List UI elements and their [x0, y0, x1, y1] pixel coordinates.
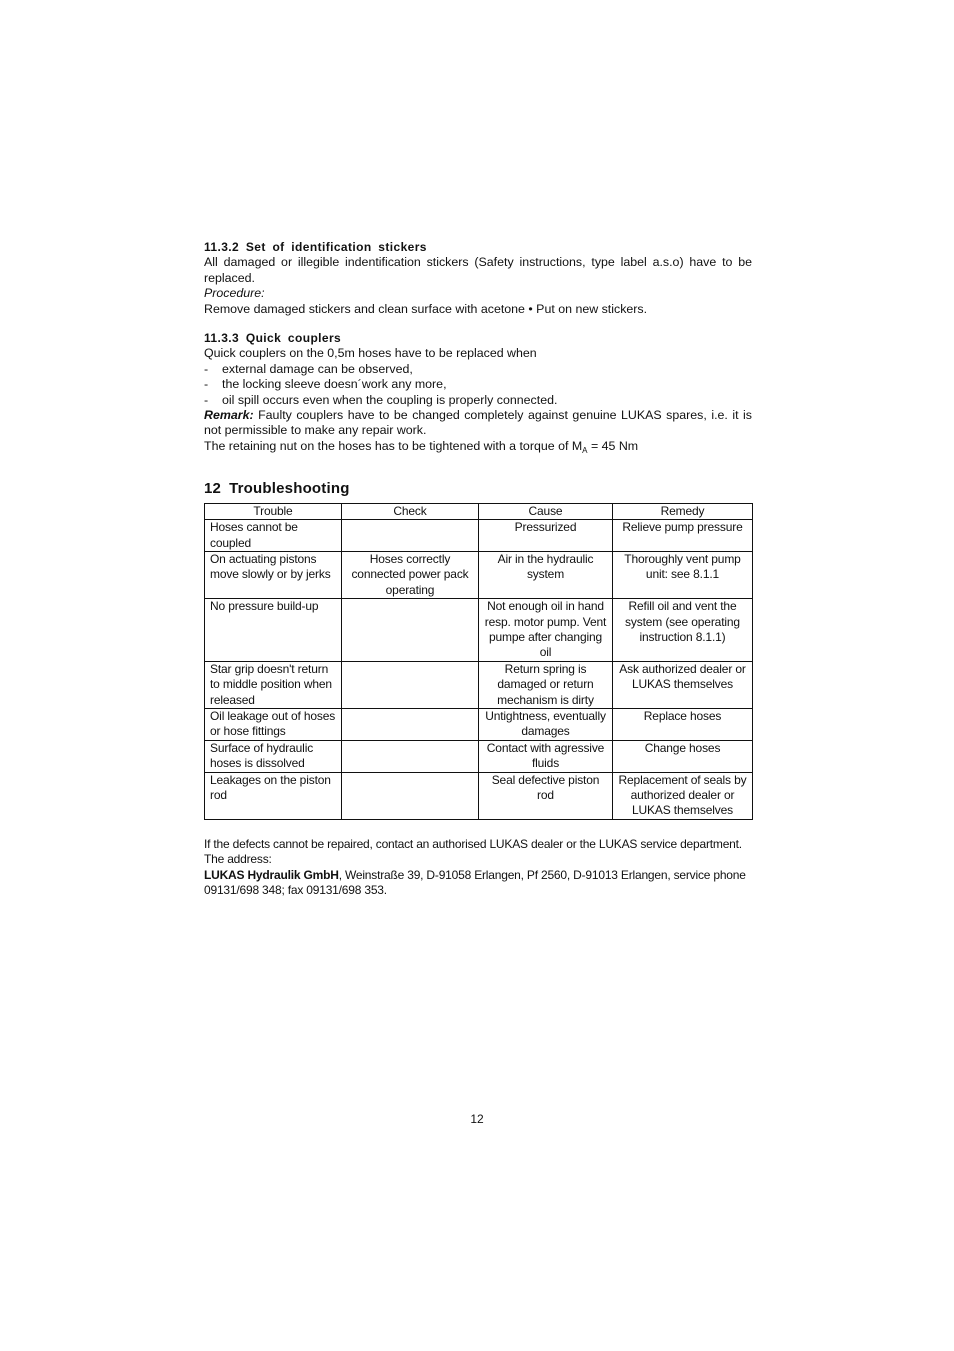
cell-remedy: Replacement of seals by authorized dealer or LUKAS themselves	[613, 772, 753, 819]
cell-remedy: Change hoses	[613, 740, 753, 772]
cell-remedy: Refill oil and vent the system (see operating instruction 8.1.1)	[613, 599, 753, 662]
section-11-3-3	[204, 331, 752, 454]
table-row	[205, 520, 753, 552]
section-12-heading: 12 Troubleshooting	[204, 480, 350, 498]
page-number: 12	[470, 1112, 484, 1126]
table-header-row	[205, 503, 753, 519]
section-11-3-2	[204, 240, 752, 317]
section-heading: 11.3.3 Quick couplers	[204, 331, 342, 346]
table-row	[205, 661, 753, 708]
column-header-cause: Cause	[479, 503, 613, 519]
table-row	[205, 740, 753, 772]
cell-remedy: Thoroughly vent pump unit: see 8.1.1	[613, 551, 753, 598]
list-item: - the locking sleeve doesn´work any more,	[204, 377, 752, 392]
list-item: - external damage can be observed,	[204, 362, 752, 377]
cell-trouble: Surface of hydraulic hoses is dissolved	[205, 740, 342, 772]
condition-list	[204, 362, 752, 408]
torque-note: The retaining nut on the hoses has to be tightened with a torque of $M_A = 45$ Nm	[204, 438, 639, 455]
company-name: LUKAS Hydraulik GmbH	[204, 867, 339, 882]
contact-address	[204, 868, 752, 899]
cell-cause: Pressurized	[479, 520, 613, 552]
procedure-label: Procedure:	[204, 286, 265, 301]
list-item: - oil spill occurs even when the coupling is properly connected.	[204, 393, 752, 408]
cell-cause: Contact with agressive fluids	[479, 740, 613, 772]
remark-text: Faulty couplers have to be changed completely against genuine LUKAS spares, i.e. it is not permissible to make any repair work.	[204, 408, 752, 438]
page-content	[204, 240, 752, 898]
cell-trouble: Oil leakage out of hoses or hose fittings	[205, 708, 342, 740]
remark	[204, 408, 752, 439]
cell-trouble: Leakages on the piston rod	[205, 772, 342, 819]
cell-cause: Seal defective piston rod	[479, 772, 613, 819]
cell-cause: Air in the hydraulic system	[479, 551, 613, 598]
cell-check	[342, 599, 479, 662]
procedure-text: Remove damaged stickers and clean surface with acetone • Put on new stickers.	[204, 301, 648, 316]
address-text: , Weinstraße 39, D-91058 Erlangen, Pf 2560, D-91013 Erlangen, service phone 09131/698 348; fax 09131/698 353.	[204, 867, 746, 898]
table-row	[205, 551, 753, 598]
cell-trouble: Hoses cannot be coupled	[205, 520, 342, 552]
cell-check: Hoses correctly connected power pack operating	[342, 551, 479, 598]
contact-note	[204, 837, 752, 899]
table-row	[205, 772, 753, 819]
cell-check	[342, 661, 479, 708]
cell-check	[342, 520, 479, 552]
cell-check	[342, 740, 479, 772]
paragraph: Quick couplers on the 0,5m hoses have to be replaced when	[204, 346, 537, 361]
cell-cause: Return spring is damaged or return mechanism is dirty	[479, 661, 613, 708]
cell-trouble: No pressure build-up	[205, 599, 342, 662]
cell-cause: Not enough oil in hand resp. motor pump. Vent pumpe after changing oil	[479, 599, 613, 662]
table-row	[205, 599, 753, 662]
cell-remedy: Relieve pump pressure	[613, 520, 753, 552]
table-row	[205, 708, 753, 740]
cell-check	[342, 772, 479, 819]
contact-text: If the defects cannot be repaired, contact an authorised LUKAS dealer or the LUKAS service department. The address:	[204, 836, 742, 867]
cell-remedy: Ask authorized dealer or LUKAS themselves	[613, 661, 753, 708]
column-header-remedy: Remedy	[613, 503, 753, 519]
cell-cause: Untightness, eventually damages	[479, 708, 613, 740]
paragraph: All damaged or illegible indentification stickers (Safety instructions, type label a.s.o) have to be replaced.	[204, 255, 752, 285]
troubleshooting-table	[204, 503, 753, 820]
section-heading: 11.3.2 Set of identification stickers	[204, 240, 427, 254]
column-header-check: Check	[342, 503, 479, 519]
column-header-trouble: Trouble	[205, 503, 342, 519]
remark-label: Remark:	[204, 408, 254, 423]
cell-check	[342, 708, 479, 740]
cell-trouble: Star grip doesn't return to middle position when released	[205, 661, 342, 708]
cell-remedy: Replace hoses	[613, 708, 753, 740]
cell-trouble: On actuating pistons move slowly or by jerks	[205, 551, 342, 598]
